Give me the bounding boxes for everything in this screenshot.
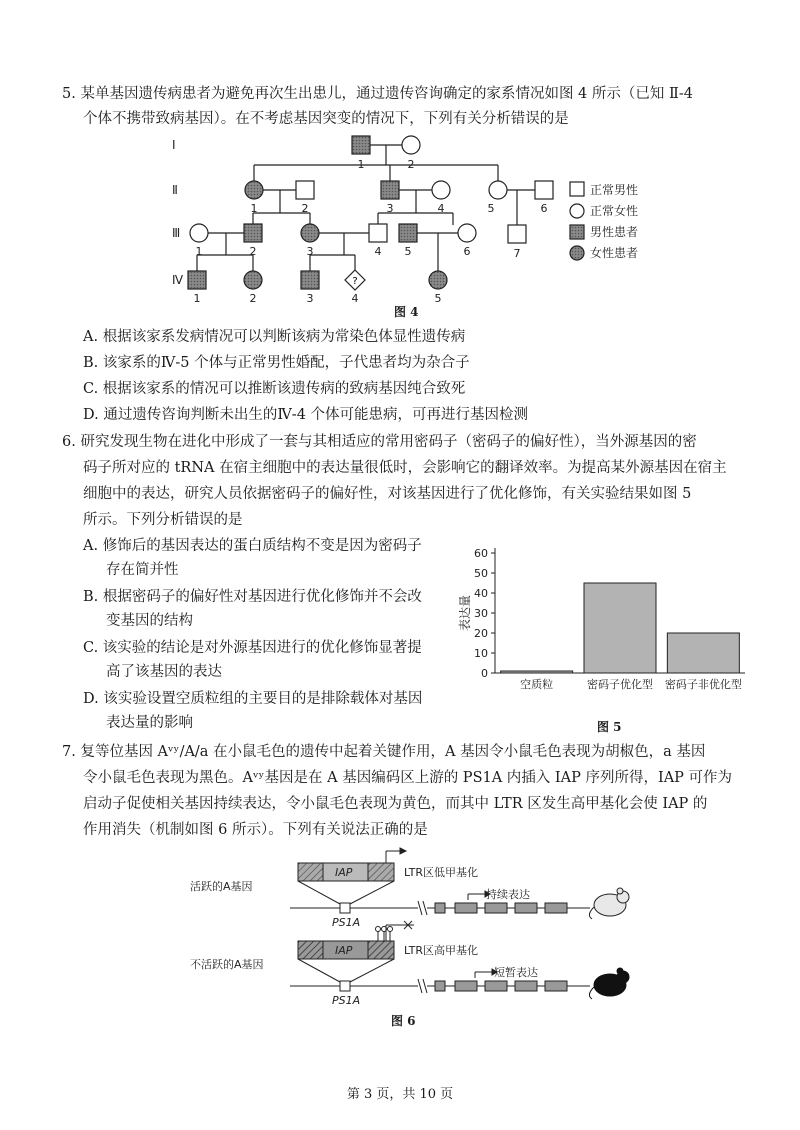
ped-num: 3 bbox=[306, 245, 314, 258]
ped-II-2 bbox=[296, 181, 314, 199]
ped-III-2 bbox=[244, 224, 262, 242]
ped-num: 5 bbox=[404, 245, 412, 258]
ped-num: 4 bbox=[351, 292, 359, 305]
q6-option-c-cont: 高了该基因的表达 bbox=[106, 664, 222, 680]
ped-II-5 bbox=[489, 181, 507, 199]
legend-affected-female: 女性患者 bbox=[590, 246, 639, 260]
q6-option-a-cont: 存在简并性 bbox=[106, 562, 179, 578]
ped-III-3 bbox=[301, 224, 319, 242]
q6-option-d: D. 该实验设置空质粒组的主要目的是排除载体对基因 bbox=[83, 691, 423, 707]
ped-num: 3 bbox=[386, 202, 394, 215]
ped-num: 6 bbox=[463, 245, 471, 258]
y-tick-label: 60 bbox=[474, 547, 488, 560]
q7-stem-line3: 启动子促使相关基因持续表达，令小鼠毛色表现为黄色，而其中 LTR 区发生高甲基化会使 IAP 的 bbox=[83, 796, 708, 812]
y-tick-label: 50 bbox=[474, 567, 488, 580]
q5-option-b: B. 该家系的Ⅳ-5 个体与正常男性婚配，子代患者均为杂合子 bbox=[83, 355, 470, 371]
q5-stem-line1: 5. 某单基因遗传病患者为避免再次生出患儿，通过遗传咨询确定的家系情况如图 4 所示（已知 Ⅱ-4 bbox=[62, 86, 693, 102]
ped-II-3 bbox=[381, 181, 399, 199]
ped-num: 2 bbox=[407, 158, 415, 171]
active-gene-label: 活跃的A基因 bbox=[190, 880, 253, 893]
q6-stem-line3: 细胞中的表达，研究人员依据密码子的偏好性，对该基因进行了优化修饰，有关实验结果如图 5 bbox=[83, 486, 692, 502]
ped-III-4 bbox=[369, 224, 387, 242]
legend-affected-male: 男性患者 bbox=[590, 225, 639, 239]
q5-option-d: D. 通过遗传咨询判断未出生的Ⅳ-4 个体可能患病，可再进行基因检测 bbox=[83, 407, 529, 423]
iap-label-inactive: IAP bbox=[335, 944, 353, 957]
legend-normal-female: 正常女性 bbox=[590, 204, 639, 218]
q6-stem-line2: 码子所对应的 tRNA 在宿主细胞中的表达量很低时，会影响它的翻译效率。为提高某外源基因在宿主 bbox=[83, 460, 727, 476]
bar-chart-figure-5 bbox=[455, 538, 755, 718]
q6-option-a: A. 修饰后的基因表达的蛋白质结构不变是因为密码子 bbox=[83, 538, 422, 554]
q7-stem-line2: 令小鼠毛色表现为黑色。Aᵛʸ基因是在 A 基因编码区上游的 PS1A 内插入 IAP 序列所得，IAP 可作为 bbox=[83, 770, 733, 786]
q7-stem-line4: 作用消失（机制如图 6 所示）。下列有关说法正确的是 bbox=[83, 822, 428, 838]
figure-6-caption: 图 6 bbox=[391, 1014, 416, 1028]
figure-5-caption: 图 5 bbox=[597, 720, 622, 734]
ped-IV-5 bbox=[429, 271, 447, 289]
black-mouse-icon bbox=[589, 968, 629, 999]
ped-III-7 bbox=[508, 225, 526, 243]
y-tick-label: 40 bbox=[474, 587, 488, 600]
q5-option-c: C. 根据该家系的情况可以推断该遗传病的致病基因纯合致死 bbox=[83, 381, 466, 397]
y-axis-label: 表达量 bbox=[458, 594, 472, 632]
ped-num: 4 bbox=[437, 202, 445, 215]
x-tick-label: 密码子优化型 bbox=[587, 678, 653, 691]
ped-IV-2 bbox=[244, 271, 262, 289]
ped-IV-1 bbox=[188, 271, 206, 289]
q6-stem-line4: 所示。下列分析错误的是 bbox=[83, 512, 243, 528]
ped-I-1 bbox=[352, 136, 370, 154]
iap-label-active: IAP bbox=[335, 866, 353, 879]
ltr-low-label: LTR区低甲基化 bbox=[404, 866, 478, 879]
ps1a-label-active: PS1A bbox=[332, 916, 361, 929]
ped-num: 1 bbox=[195, 245, 203, 258]
legend-normal-female-icon bbox=[570, 204, 584, 218]
x-tick-label: 密码子非优化型 bbox=[664, 678, 742, 691]
ped-I-2 bbox=[402, 136, 420, 154]
mechanism-figure-6 bbox=[190, 845, 640, 1010]
ped-num: 1 bbox=[357, 158, 365, 171]
gen-label-III: Ⅲ bbox=[172, 226, 181, 240]
gen-label-I: Ⅰ bbox=[172, 138, 176, 152]
y-tick-label: 10 bbox=[474, 647, 488, 660]
legend-affected-female-icon bbox=[570, 246, 584, 260]
q6-stem-line1: 6. 研究发现生物在进化中形成了一套与其相适应的常用密码子（密码子的偏好性），当外源基因的密 bbox=[62, 434, 697, 450]
ped-num: 2 bbox=[249, 292, 257, 305]
y-tick-label: 0 bbox=[481, 667, 488, 680]
y-tick-label: 30 bbox=[474, 607, 488, 620]
ped-num: 5 bbox=[434, 292, 442, 305]
gen-label-IV: Ⅳ bbox=[172, 273, 184, 287]
ped-II-6 bbox=[535, 181, 553, 199]
ped-II-1 bbox=[245, 181, 263, 199]
q6-option-b: B. 根据密码子的偏好性对基因进行优化修饰并不会改 bbox=[83, 589, 422, 605]
bar-1 bbox=[584, 583, 656, 673]
q5-option-a: A. 根据该家系发病情况可以判断该病为常染色体显性遗传病 bbox=[83, 329, 466, 345]
ped-III-5 bbox=[399, 224, 417, 242]
ped-IV-3 bbox=[301, 271, 319, 289]
ped-II-4 bbox=[432, 181, 450, 199]
ped-num: 7 bbox=[513, 247, 521, 260]
figure-4-caption: 图 4 bbox=[394, 305, 419, 319]
q6-option-c: C. 该实验的结论是对外源基因进行的优化修饰显著提 bbox=[83, 640, 422, 656]
y-tick-label: 20 bbox=[474, 627, 488, 640]
continuous-expression-label: 持续表达 bbox=[486, 888, 530, 901]
page-footer: 第 3 页，共 10 页 bbox=[346, 1087, 454, 1102]
transient-expression-label: 短暂表达 bbox=[494, 966, 538, 979]
q6-option-d-cont: 表达量的影响 bbox=[106, 715, 193, 731]
ped-num: 1 bbox=[193, 292, 201, 305]
pedigree-figure-4 bbox=[160, 130, 660, 305]
bar-2 bbox=[667, 633, 739, 673]
gen-label-II: Ⅱ bbox=[172, 183, 178, 197]
bar-0 bbox=[501, 671, 573, 673]
ped-num: 2 bbox=[249, 245, 257, 258]
ped-num: 3 bbox=[306, 292, 314, 305]
inactive-gene-label: 不活跃的A基因 bbox=[190, 958, 264, 971]
q6-option-b-cont: 变基因的结构 bbox=[106, 613, 193, 629]
ltr-high-label: LTR区高甲基化 bbox=[404, 944, 478, 957]
ped-num: 4 bbox=[374, 245, 382, 258]
ped-num: 5 bbox=[487, 202, 495, 215]
ped-III-6 bbox=[458, 224, 476, 242]
legend-normal-male: 正常男性 bbox=[590, 183, 639, 197]
q7-stem-line1: 7. 复等位基因 Aᵛʸ/A/a 在小鼠毛色的遗传中起着关键作用，A 基因令小鼠毛色表现为胡椒色，a 基因 bbox=[62, 744, 706, 760]
ps1a-label-inactive: PS1A bbox=[332, 994, 361, 1007]
q5-stem-line2: 个体不携带致病基因）。在不考虑基因突变的情况下，下列有关分析错误的是 bbox=[83, 111, 569, 127]
yellow-mouse-icon bbox=[589, 888, 629, 919]
legend-affected-male-icon bbox=[570, 225, 584, 239]
ped-num: 2 bbox=[301, 202, 309, 215]
ped-III-1 bbox=[190, 224, 208, 242]
ped-num: 1 bbox=[250, 202, 258, 215]
ped-num: 6 bbox=[540, 202, 548, 215]
x-tick-label: 空质粒 bbox=[520, 678, 554, 691]
ped-unknown-mark: ? bbox=[352, 276, 358, 287]
legend-normal-male-icon bbox=[570, 182, 584, 196]
